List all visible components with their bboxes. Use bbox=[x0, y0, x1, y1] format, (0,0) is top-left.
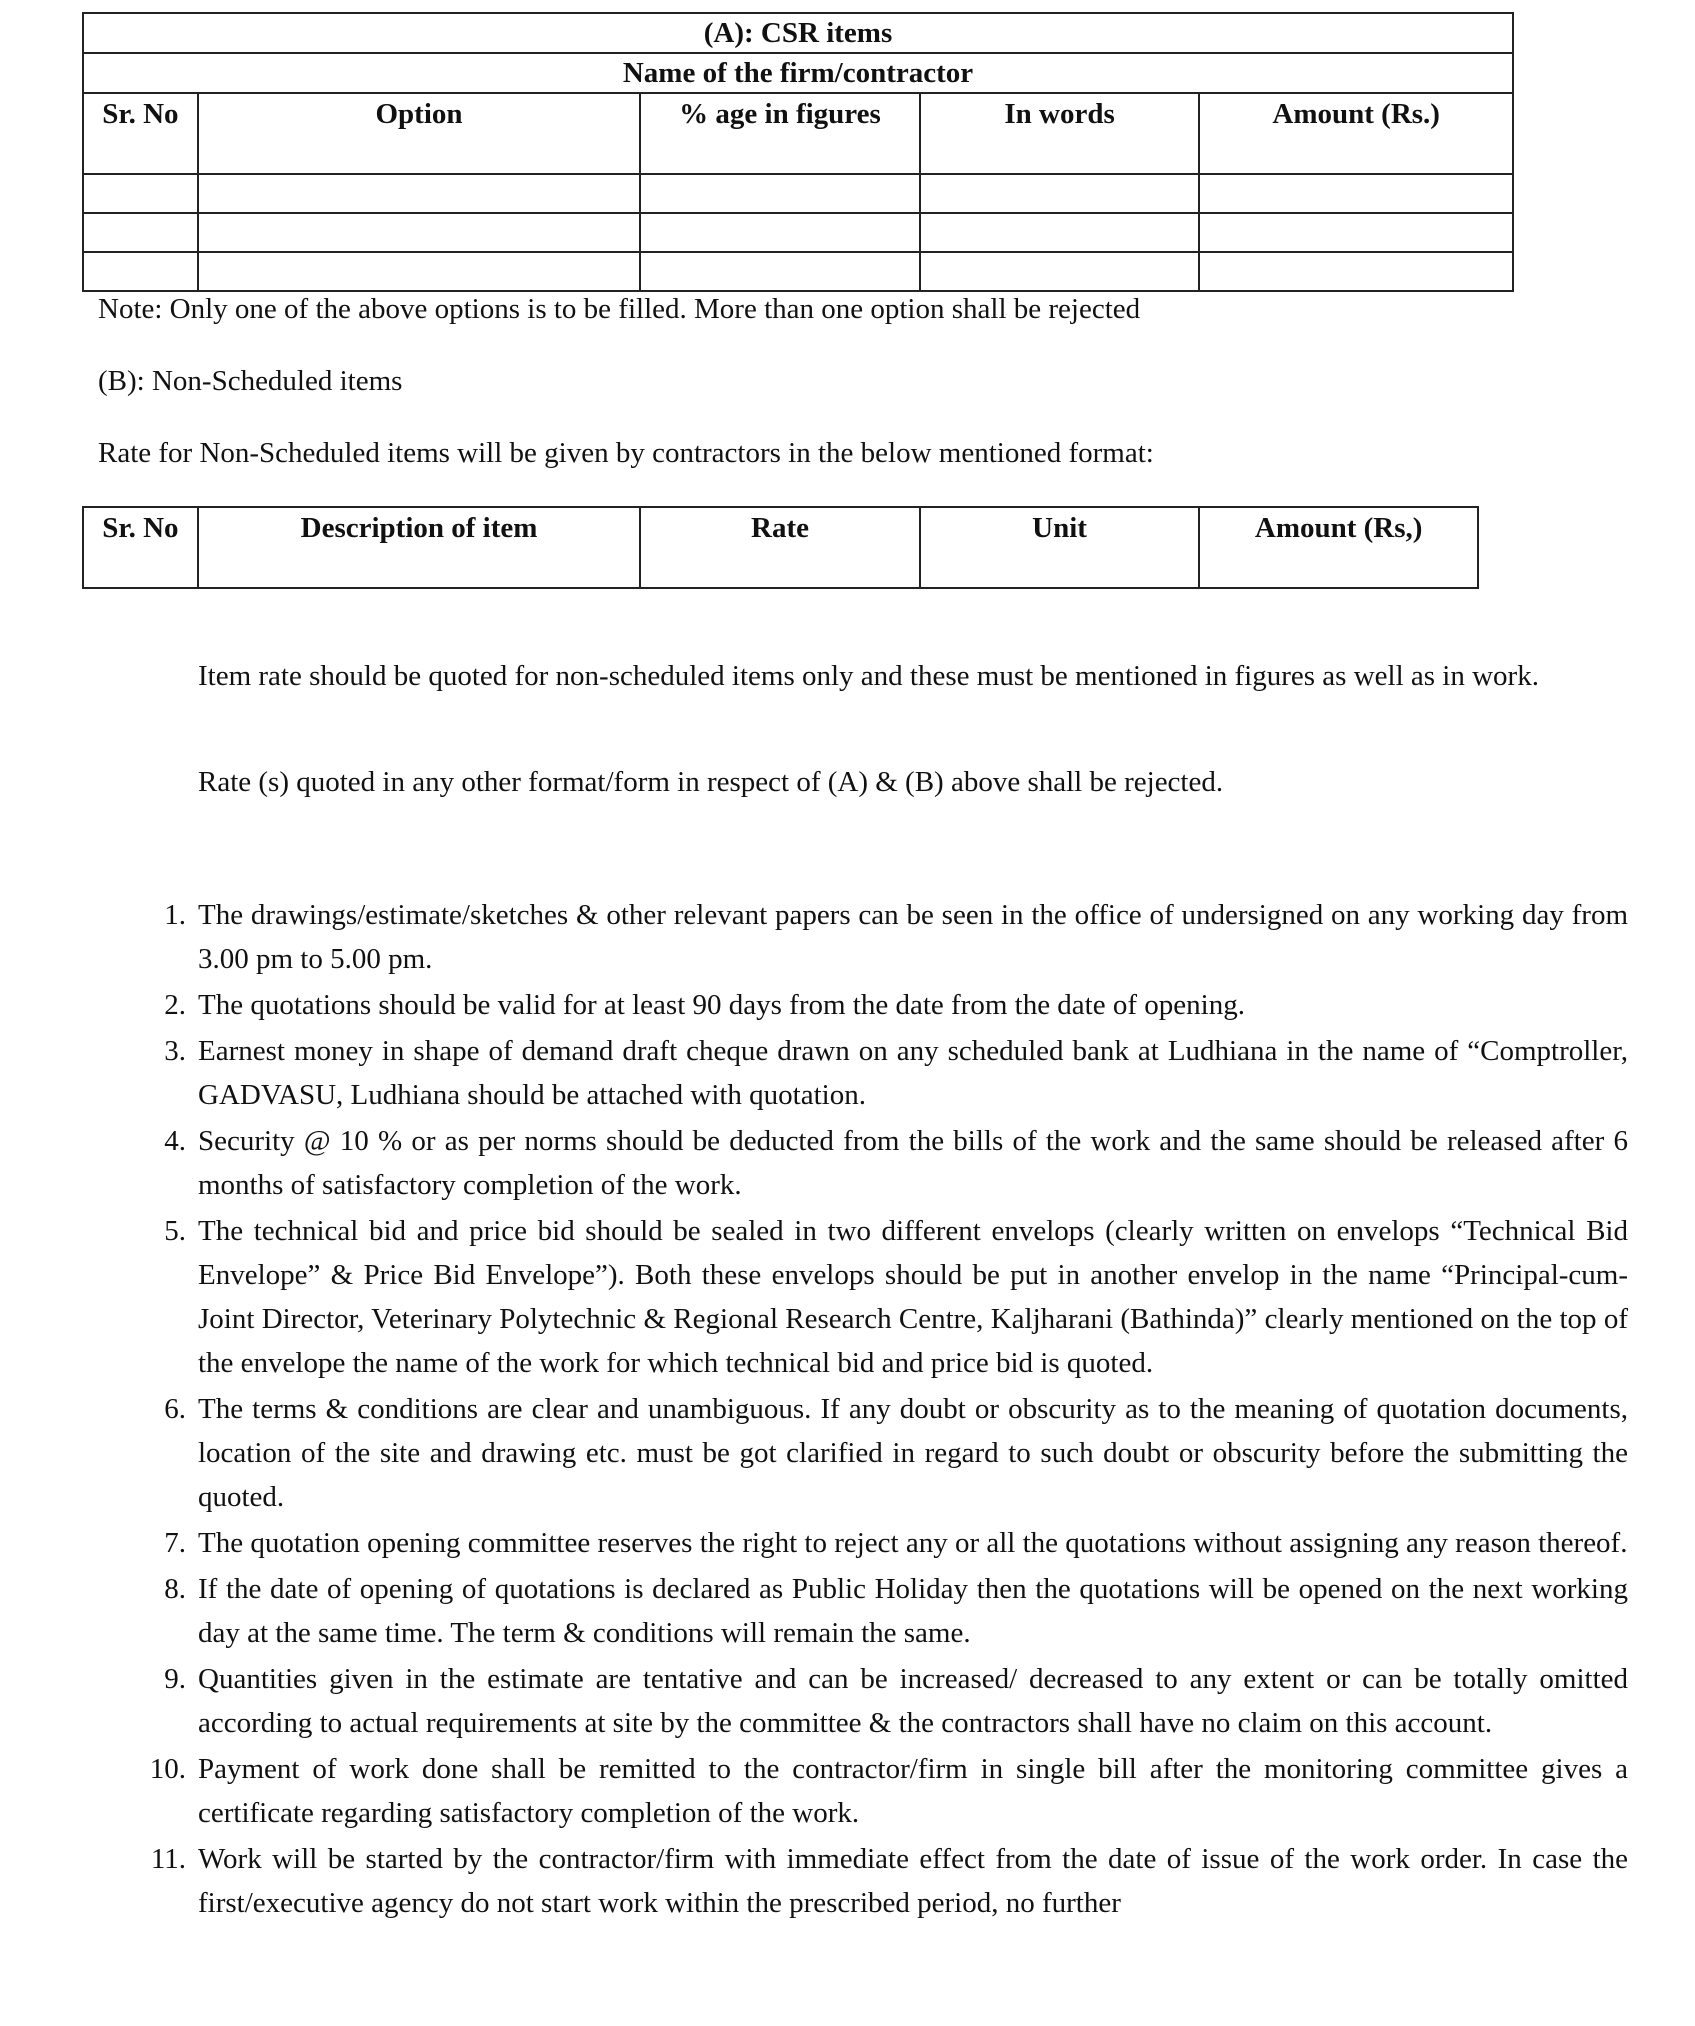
blank-cell[interactable] bbox=[920, 252, 1200, 291]
terms-list bbox=[130, 893, 1628, 1927]
list-item bbox=[130, 1209, 1628, 1385]
csr-items-table bbox=[82, 12, 1514, 292]
column-header-rate: Rate bbox=[640, 507, 920, 588]
item-number: 3. bbox=[164, 1035, 186, 1067]
table-row bbox=[83, 213, 1513, 252]
blank-cell[interactable] bbox=[83, 213, 198, 252]
list-item bbox=[130, 1521, 1628, 1565]
column-header-in-words: In words bbox=[920, 93, 1200, 174]
item-text: Work will be started by the contractor/firm with immediate effect from the date of issue of the work order. In case the first/executive agency do not start work within the prescribed period, no further bbox=[198, 1843, 1628, 1919]
item-text: The quotation opening committee reserves the right to reject any or all the quotations without assigning any reason thereof. bbox=[198, 1527, 1628, 1559]
rate-intro-text: Rate for Non-Scheduled items will be given by contractors in the below mentioned format: bbox=[98, 437, 1154, 469]
blank-cell[interactable] bbox=[83, 252, 198, 291]
blank-cell[interactable] bbox=[1199, 174, 1513, 213]
list-item bbox=[130, 893, 1628, 981]
rate-format-paragraph: Rate (s) quoted in any other format/form in respect of (A) & (B) above shall be rejected. bbox=[198, 766, 1224, 798]
blank-cell[interactable] bbox=[198, 174, 640, 213]
list-item bbox=[130, 1119, 1628, 1207]
list-item bbox=[130, 1657, 1628, 1745]
item-number: 8. bbox=[164, 1573, 186, 1605]
list-item bbox=[130, 1747, 1628, 1835]
column-header-description: Description of item bbox=[198, 507, 640, 588]
blank-cell[interactable] bbox=[1199, 252, 1513, 291]
section-b-heading: (B): Non-Scheduled items bbox=[98, 365, 403, 397]
item-number: 9. bbox=[164, 1663, 186, 1695]
column-header-unit: Unit bbox=[920, 507, 1200, 588]
item-number: 11. bbox=[150, 1843, 186, 1875]
list-item bbox=[130, 1567, 1628, 1655]
column-header-sr-no: Sr. No bbox=[83, 507, 198, 588]
list-item bbox=[130, 1029, 1628, 1117]
blank-cell[interactable] bbox=[640, 174, 920, 213]
item-text: If the date of opening of quotations is declared as Public Holiday then the quotations will be opened on the next working day at the same time. The term & conditions will remain the same. bbox=[198, 1573, 1628, 1649]
item-number: 6. bbox=[164, 1393, 186, 1425]
item-number: 1. bbox=[164, 899, 186, 931]
column-header-percentage: % age in figures bbox=[640, 93, 920, 174]
non-scheduled-items-table bbox=[82, 506, 1479, 589]
column-header-amount: Amount (Rs.) bbox=[1199, 93, 1513, 174]
item-number: 10. bbox=[149, 1753, 186, 1785]
table-row bbox=[83, 252, 1513, 291]
blank-cell[interactable] bbox=[83, 174, 198, 213]
blank-cell[interactable] bbox=[920, 213, 1200, 252]
list-item bbox=[130, 983, 1628, 1027]
list-item bbox=[130, 1837, 1628, 1925]
table-a-subtitle: Name of the firm/contractor bbox=[83, 53, 1513, 93]
item-text: The quotations should be valid for at least 90 days from the date from the date of opening. bbox=[198, 989, 1245, 1021]
item-number: 7. bbox=[164, 1527, 186, 1559]
item-text: Earnest money in shape of demand draft cheque drawn on any scheduled bank at Ludhiana in the name of “Comptroller, GADVASU, Ludhiana should be attached with quotation. bbox=[198, 1035, 1628, 1111]
item-rate-paragraph: Item rate should be quoted for non-scheduled items only and these must be mentioned in figures as well as in work. bbox=[198, 660, 1539, 692]
table-a-title: (A): CSR items bbox=[83, 13, 1513, 53]
blank-cell[interactable] bbox=[198, 252, 640, 291]
list-item bbox=[130, 1387, 1628, 1519]
blank-cell[interactable] bbox=[640, 252, 920, 291]
blank-cell[interactable] bbox=[640, 213, 920, 252]
note-text: Note: Only one of the above options is to be filled. More than one option shall be rejected bbox=[98, 293, 1141, 325]
item-text: The terms & conditions are clear and unambiguous. If any doubt or obscurity as to the meaning of quotation documents, location of the site and drawing etc. must be got clarified in regard to such doubt or obscurity before the submitting the quoted. bbox=[198, 1393, 1628, 1513]
item-text: The technical bid and price bid should be sealed in two different envelops (clearly written on envelops “Technical Bid Envelope” & Price Bid Envelope”). Both these envelops should be put in another envelop in the name “Principal-cum-Joint Director, Veterinary Polytechnic & Regional Research Centre, Kaljharani (Bathinda)” clearly mentioned on the top of the envelope the name of the work for which technical bid and price bid is quoted. bbox=[198, 1215, 1628, 1379]
table-row bbox=[83, 174, 1513, 213]
column-header-option: Option bbox=[198, 93, 640, 174]
item-text: Security @ 10 % or as per norms should be deducted from the bills of the work and the same should be released after 6 months of satisfactory completion of the work. bbox=[198, 1125, 1628, 1201]
item-number: 4. bbox=[164, 1125, 186, 1157]
blank-cell[interactable] bbox=[198, 213, 640, 252]
item-text: The drawings/estimate/sketches & other relevant papers can be seen in the office of undersigned on any working day from 3.00 pm to 5.00 pm. bbox=[198, 899, 1628, 975]
blank-cell[interactable] bbox=[920, 174, 1200, 213]
item-number: 2. bbox=[164, 989, 186, 1021]
column-header-amount: Amount (Rs,) bbox=[1199, 507, 1478, 588]
item-text: Quantities given in the estimate are tentative and can be increased/ decreased to any extent or can be totally omitted according to actual requirements at site by the committee & the contractors shall have no claim on this account. bbox=[198, 1663, 1628, 1739]
item-text: Payment of work done shall be remitted to the contractor/firm in single bill after the monitoring committee gives a certificate regarding satisfactory completion of the work. bbox=[198, 1753, 1628, 1829]
item-number: 5. bbox=[164, 1215, 186, 1247]
column-header-sr-no: Sr. No bbox=[83, 93, 198, 174]
blank-cell[interactable] bbox=[1199, 213, 1513, 252]
